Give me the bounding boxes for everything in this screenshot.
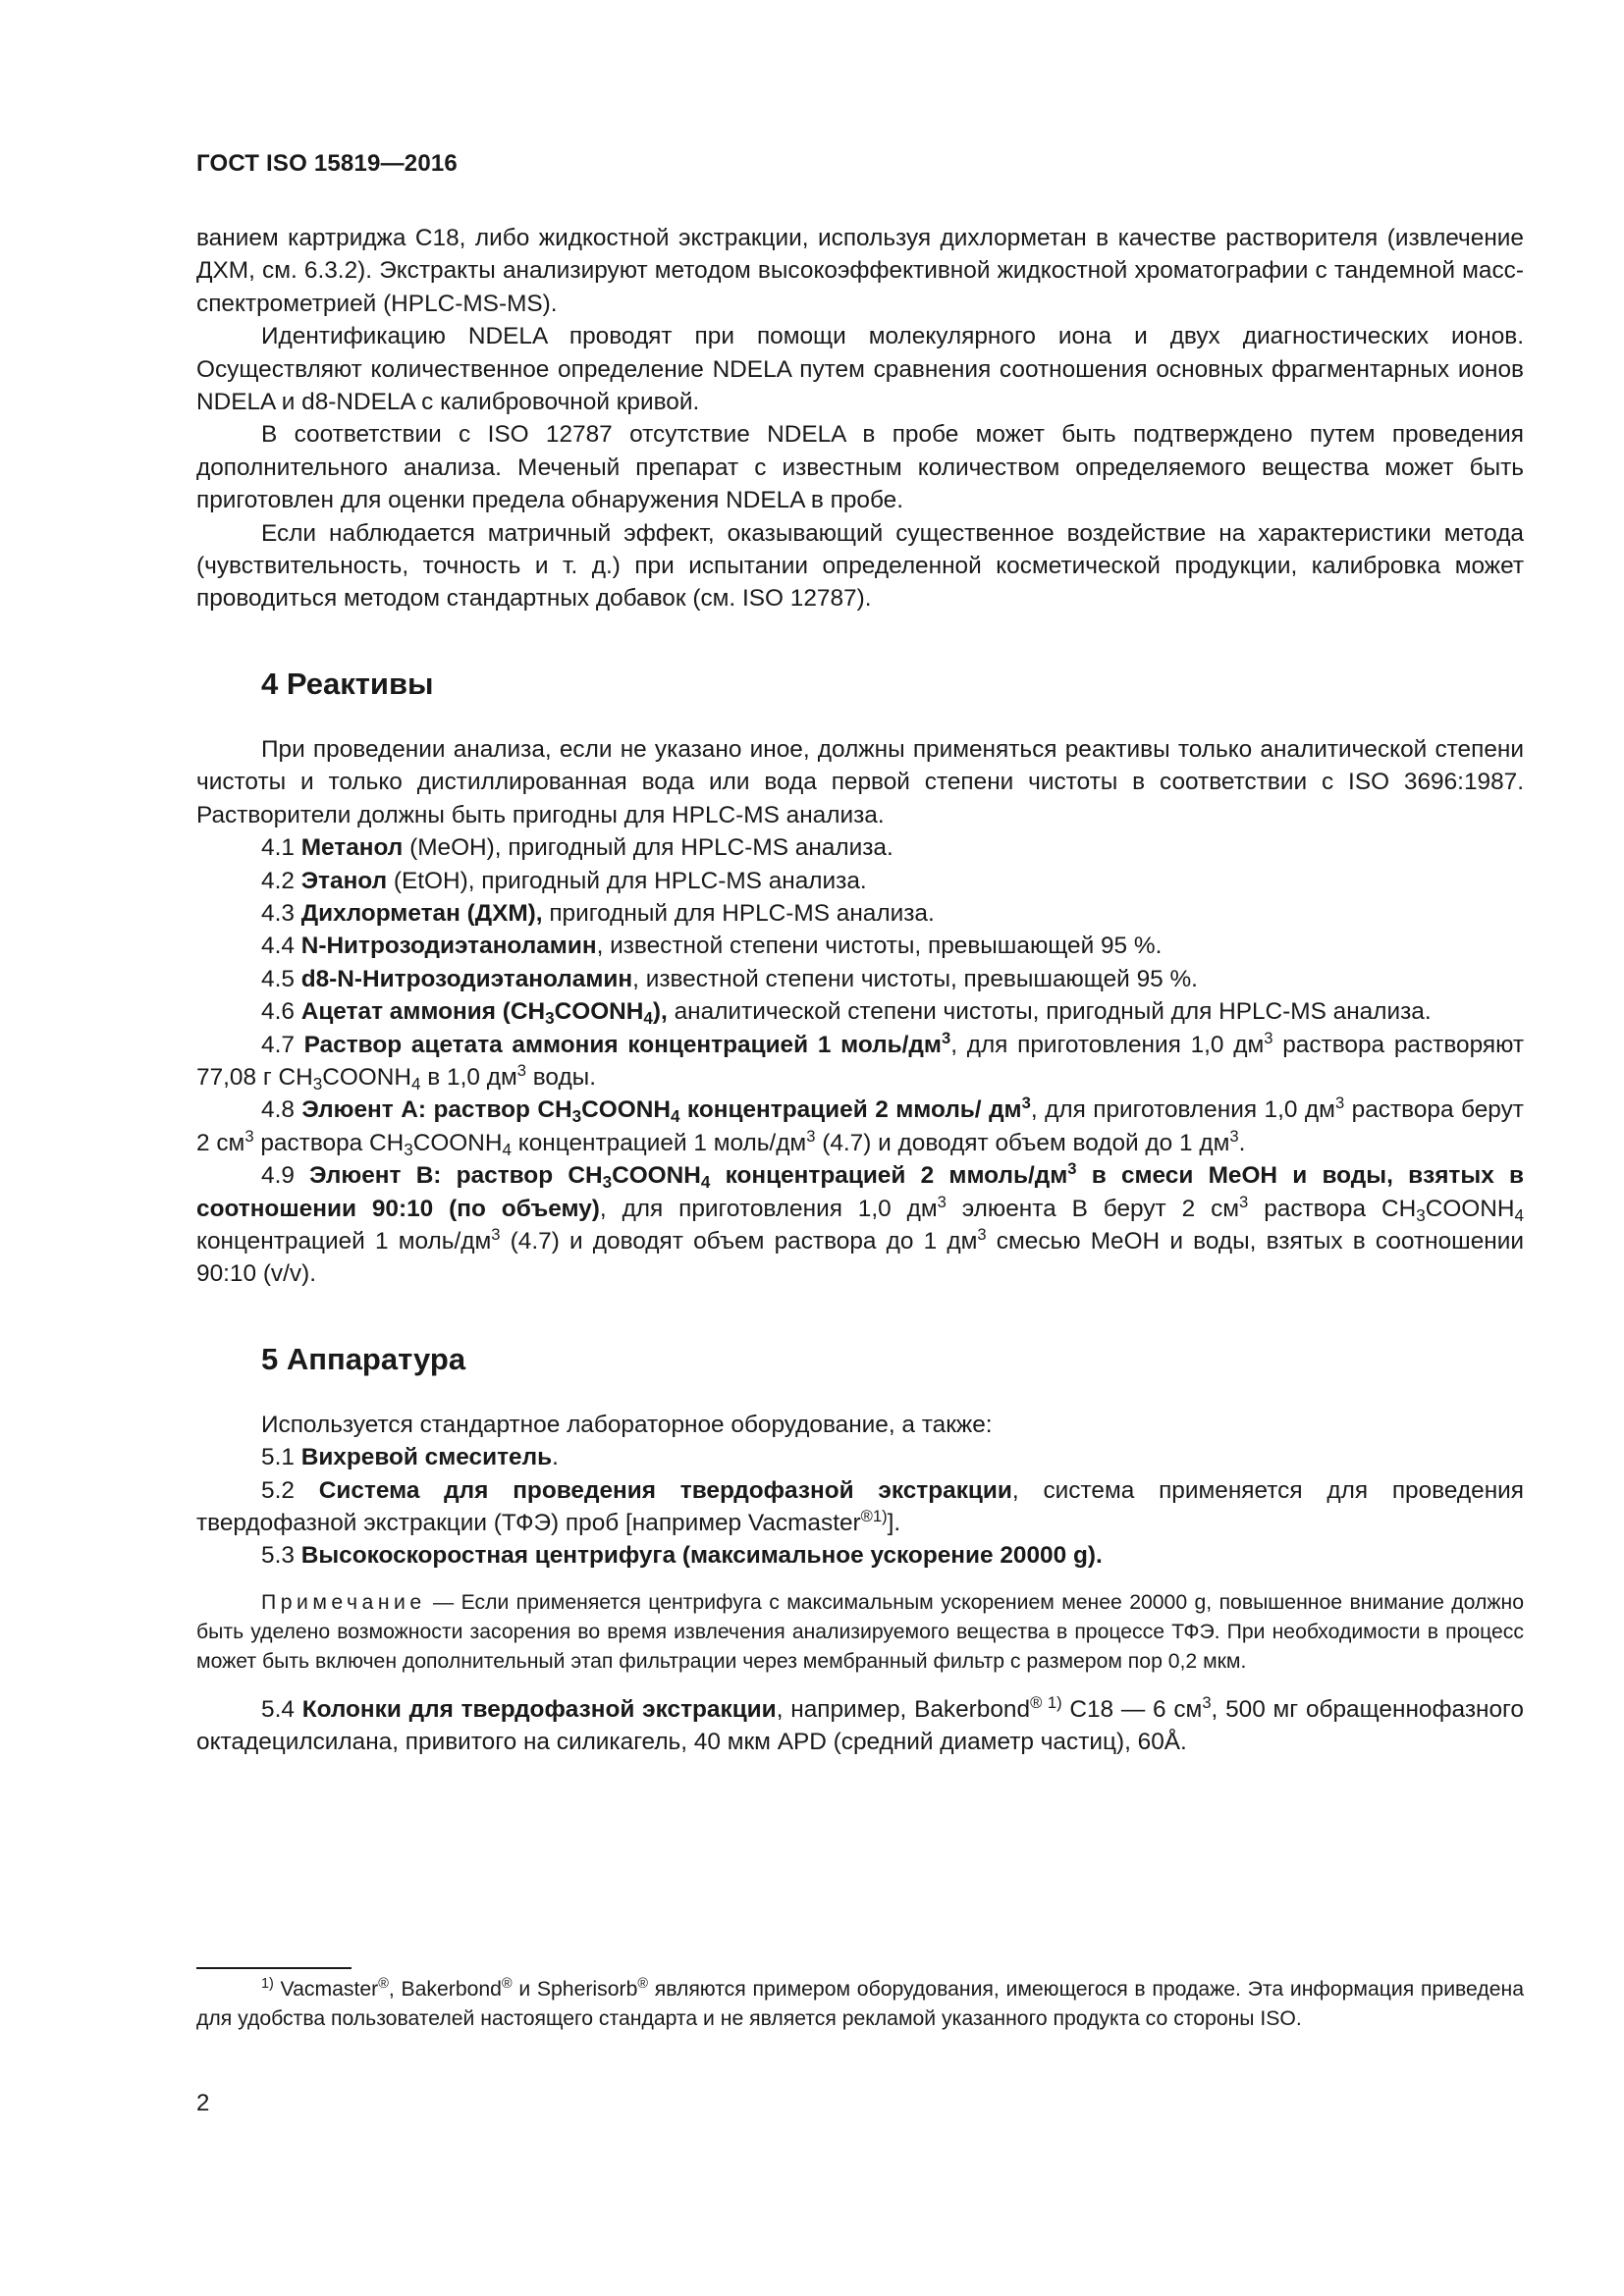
item-4-9: 4.9 Элюент В: раствор $CH_3COONH_4$ концентрацией 2 ммоль/$дм^3$ в смеси MeOH и воды, взятых в соотношении 90:10 (по объему), для приготовления 1,0 $дм^3$ элюента В берут 2 $см^3$ раствора $CH_3COONH_4$ концентрацией 1 моль/$дм^3$ (4.7) и доводят объем раствора до 1 $дм^3$ смесью MeOH и воды, взятых в соотношении 90:10 (v/v). bbox=[196, 1159, 1524, 1288]
item-4-5: 4.5 d8-N-Нитрозодиэтаноламин, известной степени чистоты, превышающей 95 %. bbox=[261, 965, 1198, 992]
item-4-2: 4.2 Этанол (EtOH), пригодный для HPLC-MS анализа. bbox=[261, 867, 867, 894]
standard-header: ГОСТ ISO 15819—2016 bbox=[196, 150, 458, 177]
intro-paragraph-3: В соответствии с ISO 12787 отсутствие NDELA в пробе может быть подтверждено путем проведения дополнительного анализа. Меченый препарат с известным количеством определяемого вещества может быть приготовлен для оценки предела обнаружения NDELA в пробе. bbox=[196, 421, 1524, 514]
intro-paragraph-1: ванием картриджа С18, либо жидкостной экстракции, используя дихлорметан в качестве растворителя (извлечение ДХМ, см. 6.3.2). Экстракты анализируют методом высокоэффективной жидкостной хроматографии с тандемной масс-спектрометрией (HPLC-MS-MS). bbox=[196, 225, 1524, 317]
footnote-mark: 1) bbox=[261, 1976, 274, 1993]
item-5-4: 5.4 Колонки для твердофазной экстракции, например, Bakerbond® $^{1)}$ C18 — 6 $см^3$, 500 мг обращеннофазного октадецилсилана, привитого на силикагель, 40 мкм APD (средний диаметр частиц), 60Å. bbox=[196, 1692, 1524, 1756]
section-4-title: 4 Реактивы bbox=[261, 666, 434, 701]
item-4-6: 4.6 Ацетат аммония $(CH_3COONH_4)$, аналитической степени чистоты, пригодный для HPLC-MS анализа. bbox=[261, 998, 1432, 1029]
item-5-2: 5.2 Система для проведения твердофазной экстракции, система применяется для проведения твердофазной экстракции (ТФЭ) проб [например Vacmaster$^{®1)}$]. bbox=[196, 1476, 1524, 1536]
intro-paragraph-4: Если наблюдается матричный эффект, оказывающий существенное воздействие на характеристики метода (чувствительность, точность и т. д.) при испытании определенной косметической продукции, калибровка может проводиться методом стандартных добавок (см. ISO 12787). bbox=[196, 519, 1524, 613]
item-4-4: 4.4 N-Нитрозодиэтаноламин, известной степени чистоты, превышающей 95 %. bbox=[261, 933, 1163, 960]
section-5-title: 5 Аппаратура bbox=[261, 1341, 466, 1376]
item-5-3: 5.3 Высокоскоростная центрифуга (максимальное ускорение 20000 g). bbox=[261, 1542, 1103, 1570]
item-4-3: 4.3 Дихлорметан (ДХМ), пригодный для HPLC-MS анализа. bbox=[261, 899, 935, 927]
footnote: $^{1)}$ Vacmaster®, Bakerbond® и Spherisorb® являются примером оборудования, имеющегося в продаже. Эта информация приведена для удобства пользователей настоящего стандарта и не является рекламой указанного продукта со стороны ISO. bbox=[196, 1976, 1524, 2031]
note: Примечание — Если применяется центрифуга с максимальным ускорением менее 20000 g, повышенное внимание должно быть уделено возможности засорения во время извлечения анализируемого вещества в процессе ТФЭ. При необходимости в процесс может быть включен дополнительный этап фильтрации через мембранный фильтр с размером пор 0,2 мкм. bbox=[196, 1590, 1524, 1674]
section-5-intro: Используется стандартное лабораторное оборудование, а также: bbox=[261, 1411, 993, 1438]
note-label: Примечание bbox=[261, 1590, 426, 1614]
page-number: 2 bbox=[196, 2090, 210, 2116]
item-4-1: 4.1 Метанол (MeOH), пригодный для HPLC-MS анализа. bbox=[261, 834, 893, 862]
document-body bbox=[196, 222, 1524, 1759]
item-4-8: 4.8 Элюент А: раствор $CH_3COONH_4$ концентрацией 2 ммоль/ $дм^3$, для приготовления 1,0 $дм^3$ раствора берут 2 $см^3$ раствора $CH_3COONH_4$ концентрацией 1 моль/$дм^3$ (4.7) и доводят объем водой до 1 $дм^3$. bbox=[196, 1094, 1524, 1159]
item-5-1: 5.1 Вихревой смеситель. bbox=[261, 1444, 559, 1471]
section-4-intro: При проведении анализа, если не указано иное, должны применяться реактивы только аналитической степени чистоты и только дистиллированная вода или вода первой степени чистоты в соответствии с ISO 3696:1987. Растворители должны быть пригодны для HPLC-MS анализа. bbox=[196, 735, 1524, 828]
item-4-7: 4.7 Раствор ацетата аммония концентрацией 1 моль/$дм^3$, для приготовления 1,0 $дм^3$ раствора растворяют 77,08 г $CH_3COONH_4$ в 1,0 $дм^3$ воды. bbox=[196, 1028, 1524, 1095]
footnote-rule bbox=[196, 1967, 352, 1969]
intro-paragraph-2: Идентификацию NDELA проводят при помощи молекулярного иона и двух диагностических ионов. Осуществляют количественное определение NDELA путем сравнения соотношения основных фрагментарных ионов NDELA и d8-NDELA с калибровочной кривой. bbox=[196, 323, 1524, 416]
